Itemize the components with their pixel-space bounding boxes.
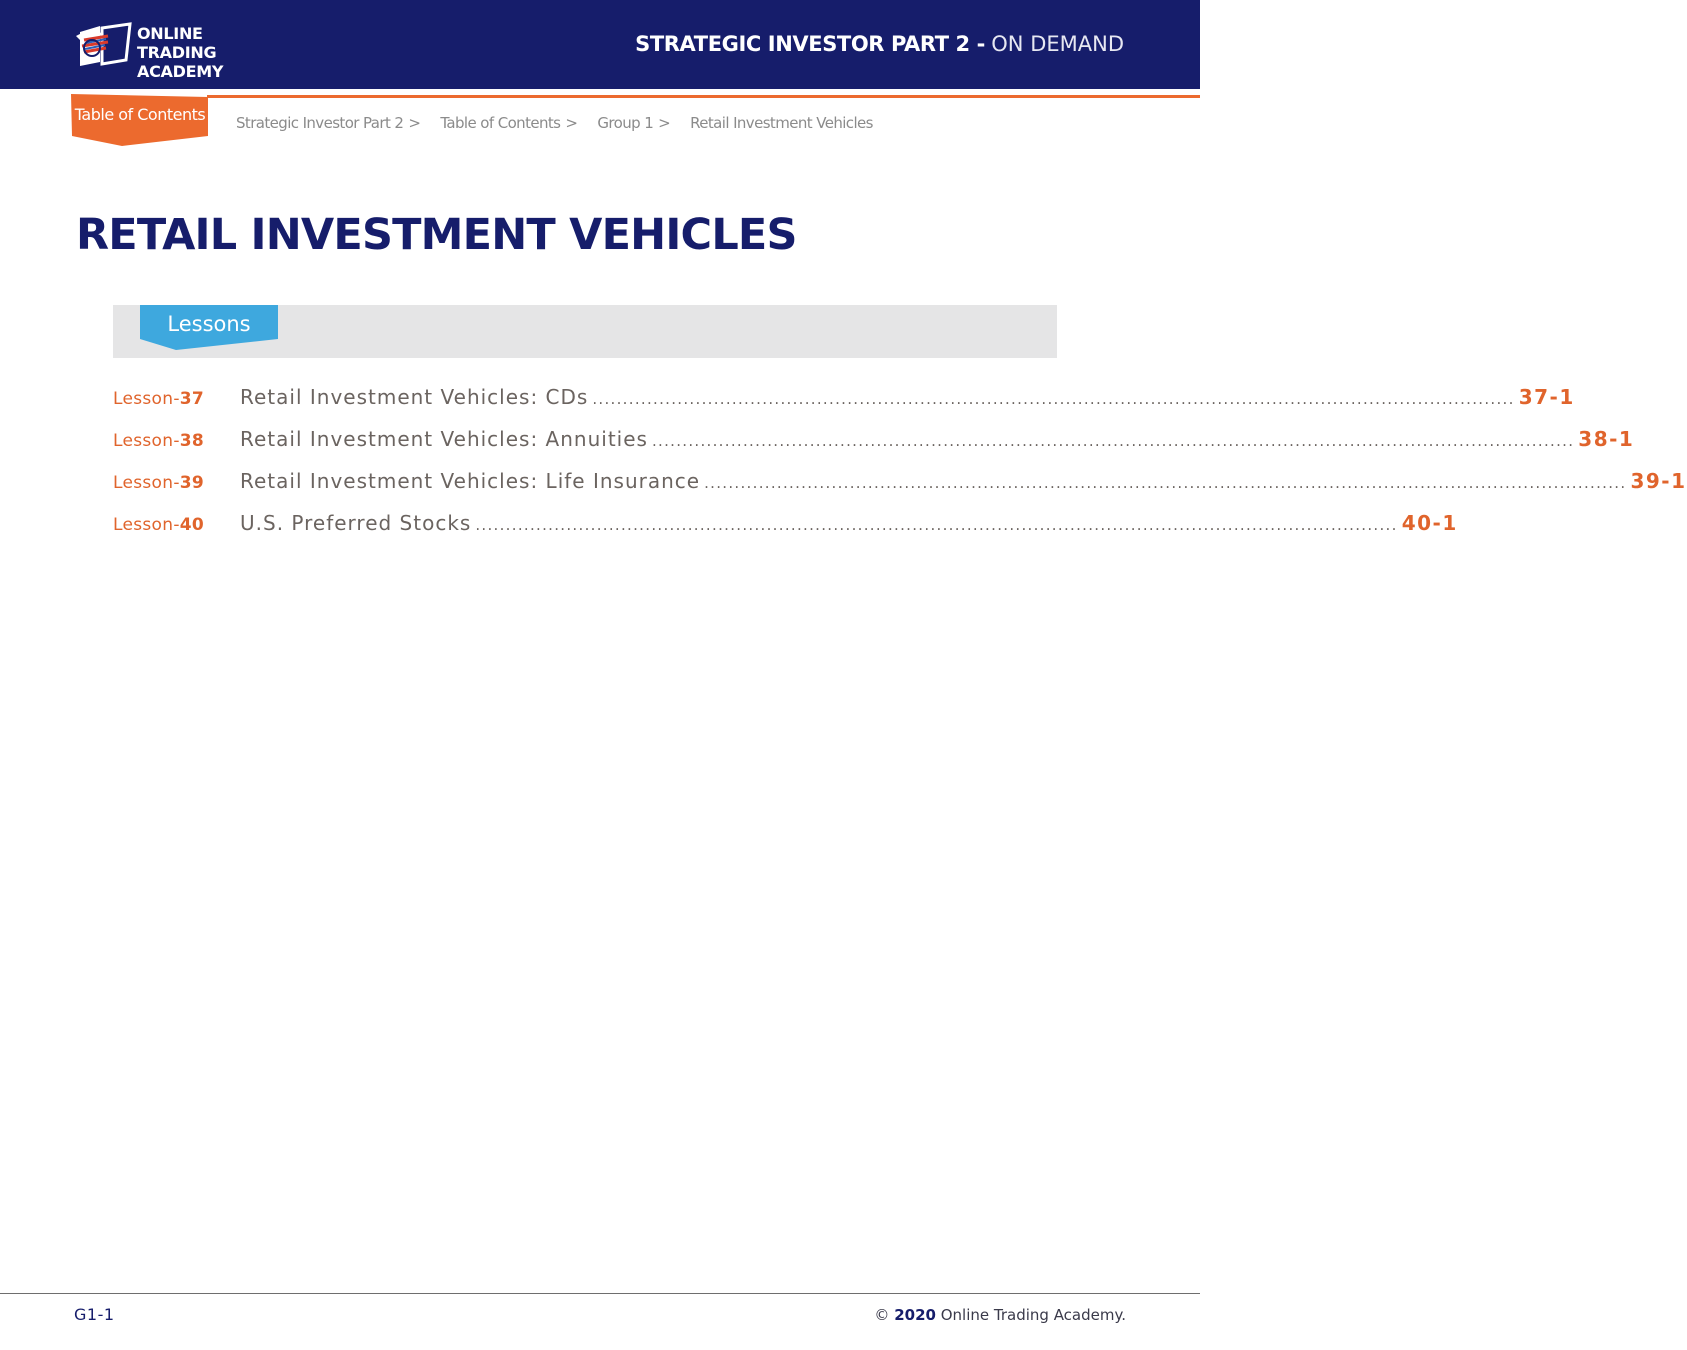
lesson-row-38[interactable] — [113, 427, 1635, 469]
logo-text-line1: ONLINE TRADING — [137, 24, 217, 62]
copyright-year: 2020 — [894, 1306, 936, 1324]
breadcrumb-label: Strategic Investor Part 2 — [236, 114, 404, 132]
lesson-row-40[interactable] — [113, 511, 1458, 553]
footer-divider — [0, 1293, 1200, 1294]
lesson-prefix: Lesson- — [113, 431, 180, 451]
lesson-list — [113, 385, 1687, 553]
lesson-title[interactable]: U.S. Preferred Stocks — [240, 511, 472, 535]
dot-leader: ........................................................................................................................................................ — [704, 474, 1627, 492]
lesson-prefix: Lesson- — [113, 515, 180, 535]
breadcrumb-label: Group 1 — [597, 114, 654, 132]
table-of-contents-tab[interactable] — [70, 94, 210, 148]
book-globe-icon — [74, 22, 134, 68]
logo-text-line2: ACADEMY — [137, 62, 224, 81]
lesson-number-value: 38 — [179, 431, 205, 451]
breadcrumb-separator: > — [565, 114, 578, 132]
lesson-row-37[interactable] — [113, 385, 1575, 427]
lesson-number — [113, 389, 240, 409]
page-title: RETAIL INVESTMENT VEHICLES — [76, 210, 797, 260]
breadcrumb-item-group[interactable] — [597, 114, 670, 132]
copyright-symbol: © — [874, 1306, 890, 1324]
ota-logo[interactable] — [74, 20, 244, 81]
lesson-page-number[interactable]: 37-1 — [1518, 385, 1575, 409]
lessons-tab — [140, 305, 280, 352]
dot-leader: ........................................................................................................................................................ — [592, 390, 1515, 408]
lesson-title[interactable]: Retail Investment Vehicles: CDs — [240, 385, 589, 409]
footer-page-id: G1-1 — [74, 1305, 115, 1324]
breadcrumb-label: Retail Investment Vehicles — [690, 114, 873, 132]
dot-leader: ........................................................................................................................................................ — [651, 432, 1575, 450]
lessons-tab-label: Lessons — [167, 312, 251, 336]
course-title-subtitle: ON DEMAND — [991, 32, 1124, 56]
breadcrumb-item-current — [690, 114, 873, 132]
lesson-number — [113, 431, 240, 451]
lesson-title[interactable]: Retail Investment Vehicles: Annuities — [240, 427, 648, 451]
lesson-title[interactable]: Retail Investment Vehicles: Life Insurance — [240, 469, 701, 493]
lesson-number-value: 37 — [179, 389, 205, 409]
dot-leader: ........................................................................................................................................................ — [475, 516, 1398, 534]
breadcrumb-item-toc[interactable] — [440, 114, 577, 132]
breadcrumb — [236, 114, 893, 132]
breadcrumb-separator: > — [408, 114, 421, 132]
breadcrumb-label: Table of Contents — [440, 114, 561, 132]
breadcrumb-item-course[interactable] — [236, 114, 420, 132]
breadcrumb-separator: > — [658, 114, 671, 132]
table-of-contents-tab-label: Table of Contents — [74, 105, 206, 124]
lesson-row-39[interactable] — [113, 469, 1687, 511]
course-title-main: STRATEGIC INVESTOR PART 2 - — [635, 32, 985, 56]
lesson-number — [113, 473, 240, 493]
header-bar — [0, 0, 1200, 89]
lesson-prefix: Lesson- — [113, 473, 180, 493]
lesson-number-value: 39 — [179, 473, 205, 493]
lesson-page-number[interactable]: 39-1 — [1630, 469, 1687, 493]
lesson-number-value: 40 — [179, 515, 205, 535]
lesson-page-number[interactable]: 38-1 — [1578, 427, 1635, 451]
footer-copyright — [874, 1306, 1126, 1324]
lesson-page-number[interactable]: 40-1 — [1401, 511, 1458, 535]
lesson-number — [113, 515, 240, 535]
lesson-prefix: Lesson- — [113, 389, 180, 409]
orange-divider — [207, 95, 1200, 98]
course-title — [635, 32, 1124, 56]
copyright-company: Online Trading Academy. — [940, 1306, 1126, 1324]
